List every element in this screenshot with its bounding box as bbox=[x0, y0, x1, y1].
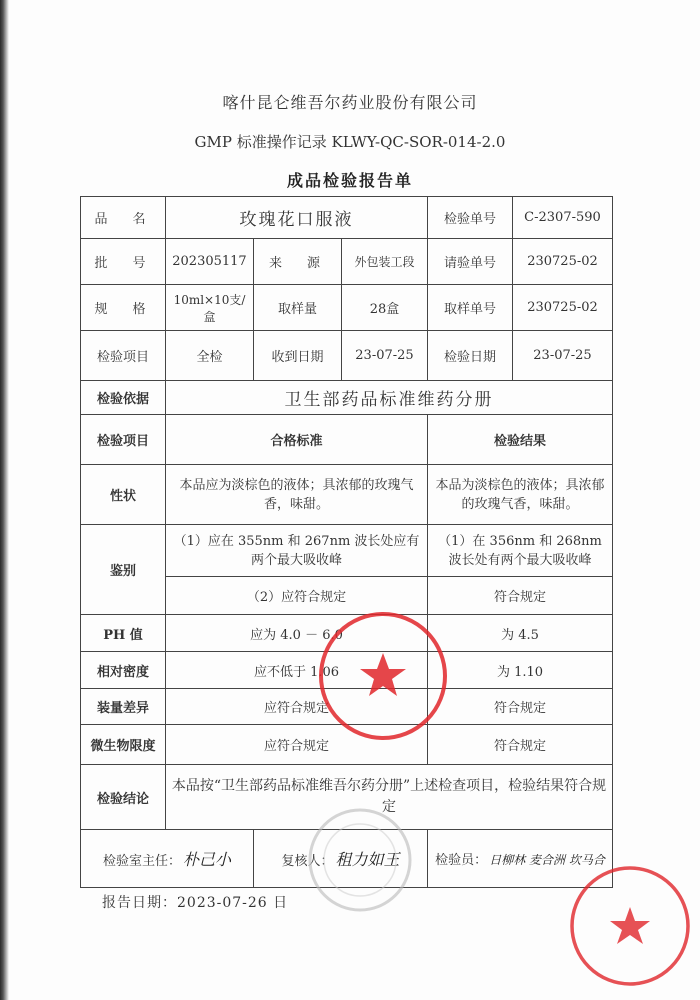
supervisor-cell bbox=[81, 830, 254, 888]
basis-label: 检验依据 bbox=[81, 381, 166, 415]
received-label: 收到日期 bbox=[254, 331, 342, 381]
inspector-signature: 日柳林 麦合洲 坎马合 bbox=[489, 853, 605, 867]
appearance-label: 性状 bbox=[81, 465, 166, 525]
product-value: 玫瑰花口服液 bbox=[166, 197, 428, 239]
received-value: 23-07-25 bbox=[342, 331, 428, 381]
ph-result: 为 4.5 bbox=[428, 615, 613, 652]
fill-variation-standard: 应符合规定 bbox=[166, 689, 428, 725]
density-standard: 应不低于 1.06 bbox=[166, 652, 428, 689]
identification-standard-2: （2）应符合规定 bbox=[166, 577, 428, 615]
test-date-label: 检验日期 bbox=[428, 331, 513, 381]
report-date: 报告日期：2023-07-26 日 bbox=[102, 895, 289, 911]
source-value: 外包装工段 bbox=[342, 239, 428, 285]
row-spec bbox=[81, 285, 613, 331]
inspector-label: 检验员： bbox=[435, 853, 488, 868]
quality-seal-stamp bbox=[315, 608, 451, 744]
row-results-header bbox=[81, 415, 613, 465]
appearance-result: 本品为淡棕色的液体；具浓郁的玫瑰气香，味甜。 bbox=[428, 465, 613, 525]
company-name: 喀什昆仑维吾尔药业股份有限公司 bbox=[222, 93, 478, 112]
microbial-label: 微生物限度 bbox=[81, 725, 166, 765]
star-icon bbox=[360, 653, 406, 696]
row-identification-1 bbox=[81, 525, 613, 577]
test-no-value: C-2307-590 bbox=[513, 197, 613, 239]
fill-variation-result: 符合规定 bbox=[428, 689, 613, 725]
density-result: 为 1.10 bbox=[428, 652, 613, 689]
row-basis bbox=[81, 381, 613, 415]
identification-standard-1: （1）应在 355nm 和 267nm 波长处应有两个最大吸收峰 bbox=[166, 525, 428, 577]
sample-no-value: 230725-02 bbox=[513, 285, 613, 331]
request-no-value: 230725-02 bbox=[513, 239, 613, 285]
spec-label: 规 格 bbox=[81, 285, 166, 331]
results-result-header: 检验结果 bbox=[428, 415, 613, 465]
document-title: 成品检验报告单 bbox=[286, 171, 413, 190]
item-label: 检验项目 bbox=[81, 331, 166, 381]
supplier-seal-stamp bbox=[566, 862, 694, 990]
fill-variation-label: 装量差异 bbox=[81, 689, 166, 725]
identification-result-1: （1）在 356nm 和 268nm 波长处有两个最大吸收峰 bbox=[428, 525, 613, 577]
faded-seal-stamp bbox=[305, 805, 415, 915]
supervisor-signature: 朴己小 bbox=[183, 850, 232, 869]
reviewer-signature: 租力如王 bbox=[335, 850, 400, 869]
row-batch bbox=[81, 239, 613, 285]
sample-qty-value: 28盒 bbox=[342, 285, 428, 331]
conclusion-text: 本品按“卫生部药品标准维吾尔药分册”上述检查项目，检验结果符合规定 bbox=[166, 765, 613, 830]
ph-label: PH 值 bbox=[81, 615, 166, 652]
sample-qty-label: 取样量 bbox=[254, 285, 342, 331]
identification-result-2: 符合规定 bbox=[428, 577, 613, 615]
product-label: 品 名 bbox=[81, 197, 166, 239]
reviewer-label: 复核人： bbox=[281, 854, 334, 869]
item-value: 全检 bbox=[166, 331, 254, 381]
test-no-label: 检验单号 bbox=[428, 197, 513, 239]
microbial-standard: 应符合规定 bbox=[166, 725, 428, 765]
spec-value: 10ml×10支/盒 bbox=[166, 285, 254, 331]
microbial-result: 符合规定 bbox=[428, 725, 613, 765]
batch-value: 202305117 bbox=[166, 239, 254, 285]
request-no-label: 请验单号 bbox=[428, 239, 513, 285]
ph-standard: 应为 4.0 － 6.0 bbox=[166, 615, 428, 652]
appearance-standard: 本品应为淡棕色的液体；具浓郁的玫瑰气香，味甜。 bbox=[166, 465, 428, 525]
basis-value: 卫生部药品标准维药分册 bbox=[166, 381, 613, 415]
row-item bbox=[81, 331, 613, 381]
sample-no-label: 取样单号 bbox=[428, 285, 513, 331]
source-label: 来 源 bbox=[254, 239, 342, 285]
star-icon bbox=[610, 907, 650, 944]
conclusion-label: 检验结论 bbox=[81, 765, 166, 830]
identification-label: 鉴别 bbox=[81, 525, 166, 615]
supervisor-label: 检验室主任： bbox=[102, 854, 181, 869]
results-item-header: 检验项目 bbox=[81, 415, 166, 465]
density-label: 相对密度 bbox=[81, 652, 166, 689]
results-standard-header: 合格标准 bbox=[166, 415, 428, 465]
test-date-value: 23-07-25 bbox=[513, 331, 613, 381]
report-table bbox=[80, 196, 613, 888]
row-product bbox=[81, 197, 613, 239]
row-appearance bbox=[81, 465, 613, 525]
batch-label: 批 号 bbox=[81, 239, 166, 285]
sop-code: GMP 标准操作记录 KLWY-QC-SOR-014-2.0 bbox=[194, 133, 506, 151]
